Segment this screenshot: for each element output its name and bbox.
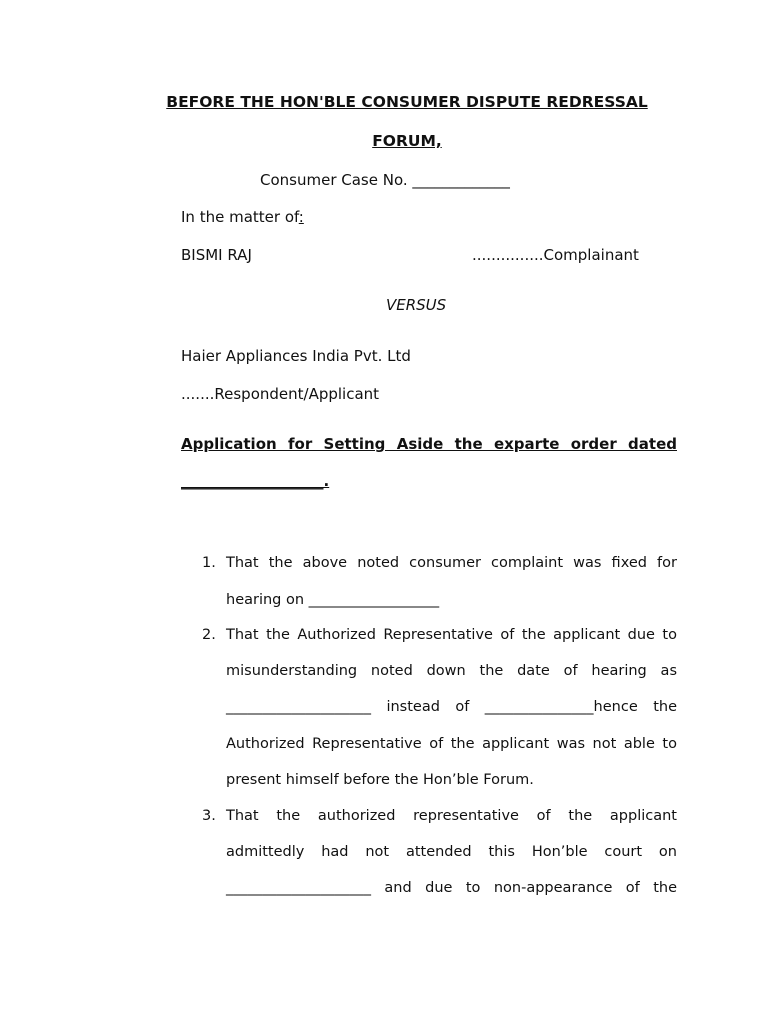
matter-colon: : xyxy=(298,208,304,226)
paragraph-1-line-2: hearing on __________________ xyxy=(226,592,440,608)
paragraph-3-line-2: admittedly had not attended this Hon’ble court on xyxy=(226,844,677,860)
paragraph-1-number: 1. xyxy=(202,555,216,571)
versus-label: VERSUS xyxy=(386,296,447,314)
paragraph-3-line-3: ____________________ and due to non-appearance of the xyxy=(226,880,677,896)
paragraph-2-line-5: present himself before the Hon’ble Forum. xyxy=(226,772,534,788)
paragraph-2-line-4: Authorized Representative of the applicant was not able to xyxy=(226,736,677,752)
matter-text: In the matter of xyxy=(181,208,299,226)
paragraph-2-line-1: That the Authorized Representative of the applicant due to xyxy=(226,627,677,643)
respondent-role: .......Respondent/Applicant xyxy=(181,385,380,403)
paragraph-2-line-2: misunderstanding noted down the date of hearing as xyxy=(226,663,677,679)
paragraph-1-line-1: That the above noted consumer complaint was fixed for xyxy=(226,555,677,571)
paragraph-3-number: 3. xyxy=(202,808,216,824)
application-title: Application for Setting Aside the exparte order dated xyxy=(181,435,677,453)
respondent-name: Haier Appliances India Pvt. Ltd xyxy=(181,347,411,365)
paragraph-2-number: 2. xyxy=(202,627,216,643)
paragraph-2-line-3: ____________________ instead of _______________hence the xyxy=(226,699,677,715)
complainant-role: ...............Complainant xyxy=(472,246,639,264)
forum-heading-line-1: BEFORE THE HON'BLE CONSUMER DISPUTE REDRESSAL xyxy=(166,93,648,111)
forum-heading-line-2: FORUM, xyxy=(372,132,442,150)
paragraph-3-line-1: That the authorized representative of the applicant xyxy=(226,808,677,824)
consumer-case-number: Consumer Case No. _____________ xyxy=(260,171,510,189)
matter-label xyxy=(181,208,304,226)
application-date-blank: ___________________. xyxy=(181,472,330,490)
complainant-name: BISMI RAJ xyxy=(181,246,252,264)
